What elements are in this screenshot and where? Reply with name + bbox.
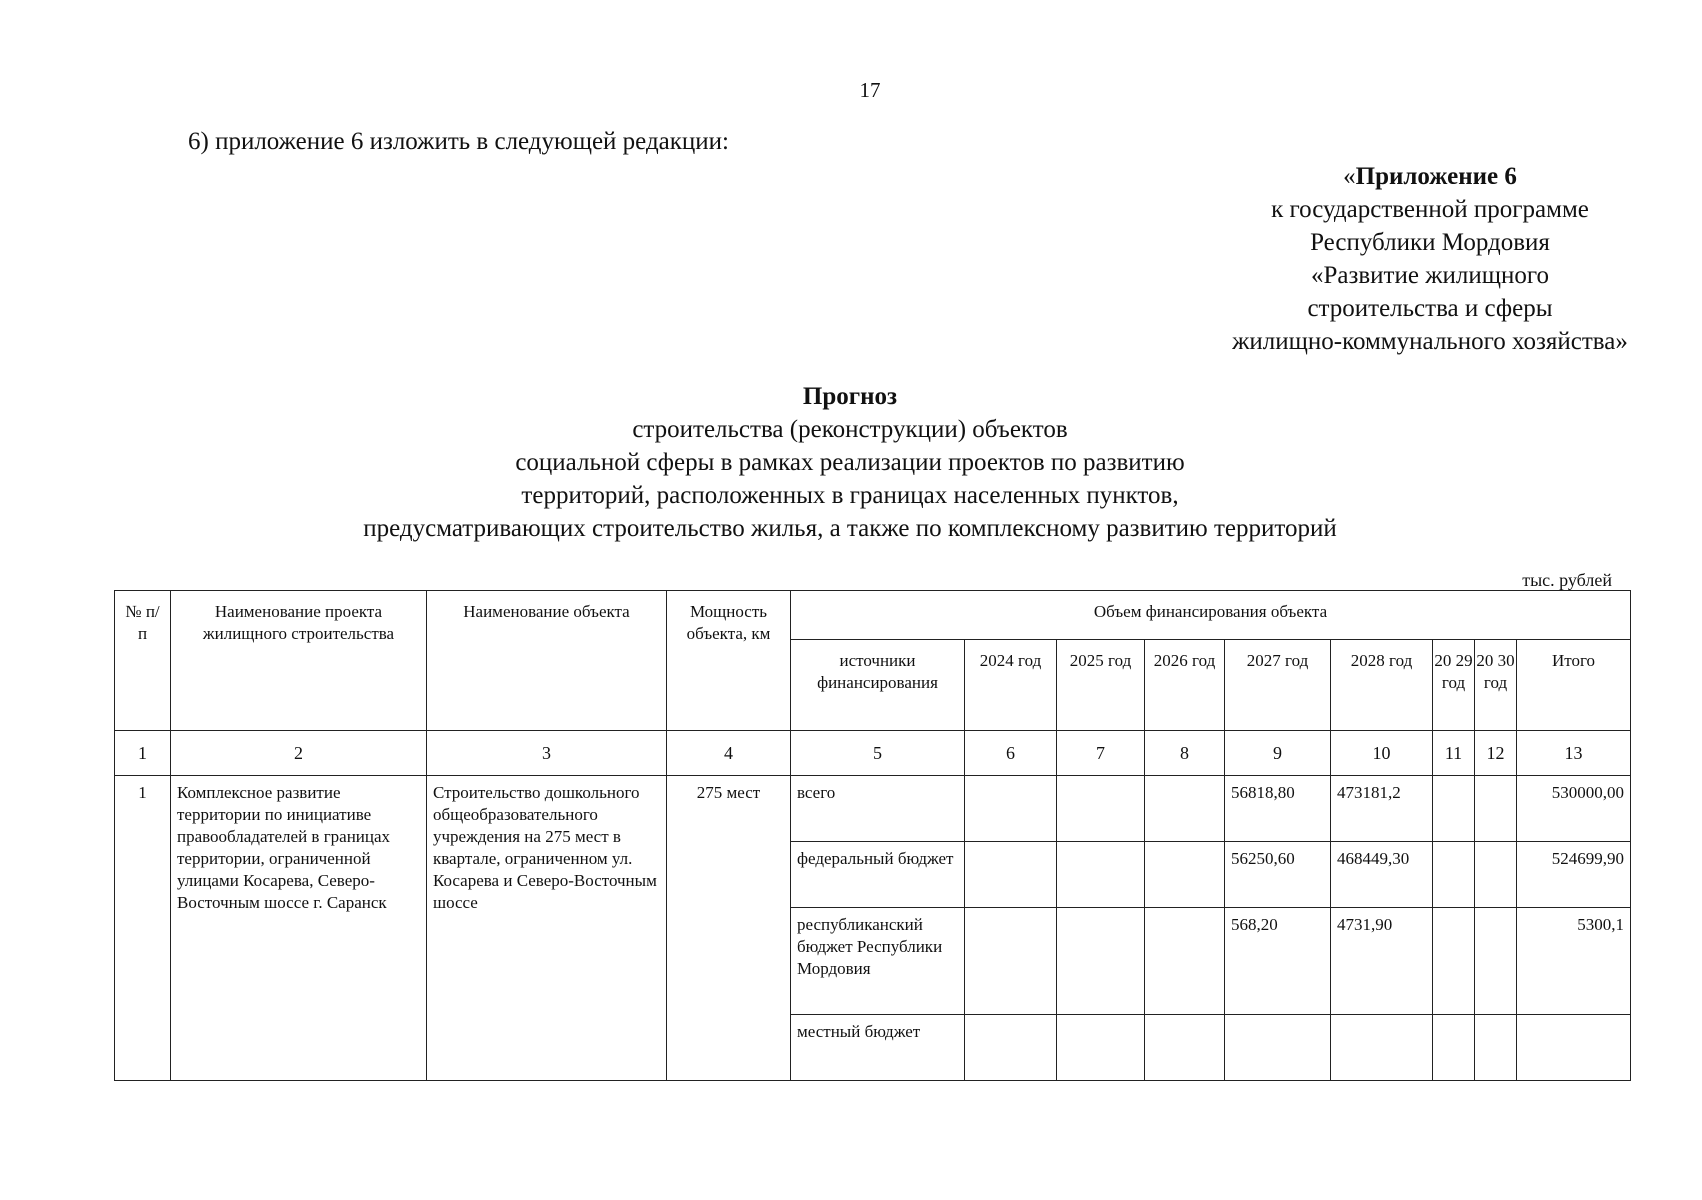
- value-2024: [965, 1015, 1057, 1081]
- column-number: 6: [965, 731, 1057, 776]
- value-2025: [1057, 908, 1145, 1015]
- header-2026: 2026 год: [1145, 640, 1225, 731]
- header-funding-group: Объем финансирования объекта: [791, 591, 1631, 640]
- header-total: Итого: [1517, 640, 1631, 731]
- value-2026: [1145, 776, 1225, 842]
- row-capacity: 275 мест: [667, 776, 791, 1081]
- value-2025: [1057, 776, 1145, 842]
- value-2028: 473181,2: [1331, 776, 1433, 842]
- value-2027: 568,20: [1225, 908, 1331, 1015]
- value-2029: [1433, 842, 1475, 908]
- source-name: всего: [791, 776, 965, 842]
- value-2026: [1145, 1015, 1225, 1081]
- value-2028: 468449,30: [1331, 842, 1433, 908]
- units-label: тыс. рублей: [1522, 570, 1612, 590]
- column-number: 3: [427, 731, 667, 776]
- value-2027: 56818,80: [1225, 776, 1331, 842]
- header-2029: 20 29 год: [1433, 640, 1475, 731]
- appendix-heading: [1140, 160, 1702, 358]
- column-number: 4: [667, 731, 791, 776]
- header-2027: 2027 год: [1225, 640, 1331, 731]
- intro-line: 6) приложение 6 изложить в следующей редакции:: [188, 128, 729, 155]
- value-total: 530000,00: [1517, 776, 1631, 842]
- column-number: 2: [171, 731, 427, 776]
- row-object-name: Строительство дошкольного общеобразовательного учреждения на 275 мест в квартале, ограниченном ул. Косарева и Северо-Восточным шоссе: [427, 776, 667, 1081]
- appendix-line: Республики Мордовия: [1310, 229, 1550, 256]
- value-2027: [1225, 1015, 1331, 1081]
- value-2029: [1433, 776, 1475, 842]
- value-2025: [1057, 842, 1145, 908]
- header-2024: 2024 год: [965, 640, 1057, 731]
- document-title-line: территорий, расположенных в границах населенных пунктов,: [521, 482, 1179, 509]
- header-num: № п/п: [115, 591, 171, 731]
- value-2027: 56250,60: [1225, 842, 1331, 908]
- page-number: 17: [859, 78, 881, 102]
- source-name: федеральный бюджет: [791, 842, 965, 908]
- value-2026: [1145, 842, 1225, 908]
- appendix-title-line: [1140, 160, 1702, 193]
- appendix-quote: «: [1343, 163, 1356, 190]
- column-number: 11: [1433, 731, 1475, 776]
- table-row: [115, 776, 1631, 842]
- column-number: 12: [1475, 731, 1517, 776]
- value-2025: [1057, 1015, 1145, 1081]
- table-header-row: [115, 591, 1631, 640]
- value-total: [1517, 1015, 1631, 1081]
- header-project: Наименование проекта жилищного строительства: [171, 591, 427, 731]
- appendix-line: строительства и сферы: [1307, 295, 1553, 322]
- value-2030: [1475, 842, 1517, 908]
- document-title: [200, 380, 1500, 545]
- header-2030: 20 30 год: [1475, 640, 1517, 731]
- header-object: Наименование объекта: [427, 591, 667, 731]
- column-number: 10: [1331, 731, 1433, 776]
- value-2024: [965, 776, 1057, 842]
- header-sources: источники финансирования: [791, 640, 965, 731]
- document-title-main: Прогноз: [802, 383, 898, 410]
- value-2029: [1433, 908, 1475, 1015]
- column-number: 7: [1057, 731, 1145, 776]
- column-number: 5: [791, 731, 965, 776]
- column-number: 8: [1145, 731, 1225, 776]
- column-number: 1: [115, 731, 171, 776]
- header-2028: 2028 год: [1331, 640, 1433, 731]
- appendix-title: Приложение 6: [1355, 163, 1517, 190]
- document-title-line: социальной сферы в рамках реализации проектов по развитию: [515, 449, 1185, 476]
- source-name: республиканский бюджет Республики Мордовия: [791, 908, 965, 1015]
- value-2030: [1475, 1015, 1517, 1081]
- column-number-row: [115, 731, 1631, 776]
- value-2024: [965, 842, 1057, 908]
- column-number: 9: [1225, 731, 1331, 776]
- value-2026: [1145, 908, 1225, 1015]
- value-2030: [1475, 776, 1517, 842]
- row-project-name: Комплексное развитие территории по инициативе правообладателей в границах территории, ограниченной улицами Косарева, Северо-Восточным шоссе г. Саранск: [171, 776, 427, 1081]
- value-2024: [965, 908, 1057, 1015]
- value-total: 524699,90: [1517, 842, 1631, 908]
- column-number: 13: [1517, 731, 1631, 776]
- value-2028: [1331, 1015, 1433, 1081]
- row-num: 1: [115, 776, 171, 1081]
- value-2029: [1433, 1015, 1475, 1081]
- appendix-line: «Развитие жилищного: [1311, 262, 1549, 289]
- value-total: 5300,1: [1517, 908, 1631, 1015]
- document-title-line: предусматривающих строительство жилья, а также по комплексному развитию территорий: [363, 515, 1337, 542]
- appendix-line: к государственной программе: [1271, 196, 1589, 223]
- funding-table: [114, 590, 1631, 1081]
- header-capacity: Мощность объекта, км: [667, 591, 791, 731]
- document-title-line: строительства (реконструкции) объектов: [632, 416, 1068, 443]
- value-2030: [1475, 908, 1517, 1015]
- source-name: местный бюджет: [791, 1015, 965, 1081]
- value-2028: 4731,90: [1331, 908, 1433, 1015]
- appendix-line: жилищно-коммунального хозяйства»: [1232, 328, 1628, 355]
- header-2025: 2025 год: [1057, 640, 1145, 731]
